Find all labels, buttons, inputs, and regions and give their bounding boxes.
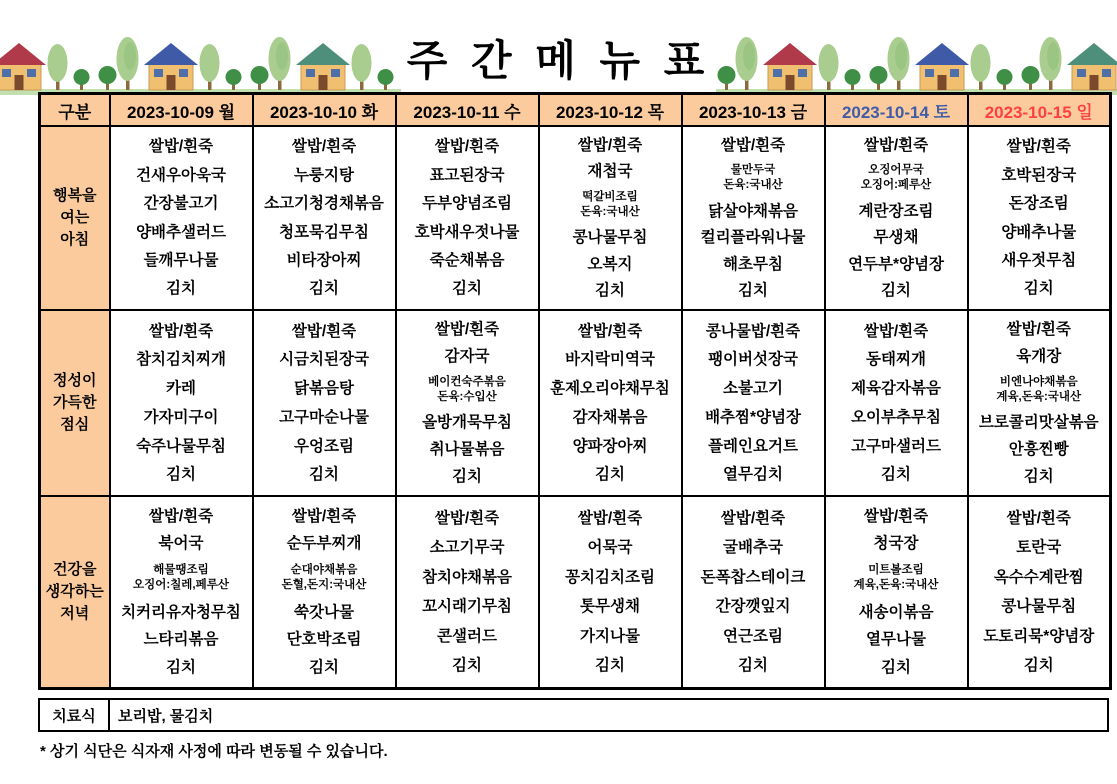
menu-item: 우엉조림 [294, 437, 354, 455]
tree-house-cluster-icon [97, 30, 249, 96]
weekly-menu-table-wrap [38, 92, 1112, 690]
menu-item: 숙주나물무침 [136, 437, 226, 455]
menu-item: 양배추나물 [1001, 223, 1077, 241]
menu-item: 열무김치 [723, 466, 783, 484]
therapy-label: 치료식 [39, 699, 109, 731]
menu-cell [110, 126, 253, 310]
date-header-cell: 2023-10-14 토 [825, 94, 968, 127]
menu-item: 호박새우젓나물 [414, 223, 520, 241]
menu-item: 동태찌개 [866, 351, 926, 369]
menu-item: 호박된장국 [1001, 166, 1077, 184]
menu-item: 새우젓무침 [1001, 252, 1077, 270]
menu-item: 감자채볶음 [572, 408, 648, 426]
menu-item: 올방개묵무침 [422, 414, 512, 432]
meal-row [40, 496, 1111, 689]
menu-item: 콩나물무침 [572, 229, 648, 247]
meal-row-label: 건강을 생각하는 저녁 [40, 496, 110, 689]
menu-item: 옥수수계란찜 [993, 568, 1084, 586]
tree-house-cluster-icon [716, 30, 868, 96]
menu-item: 카레 [166, 380, 196, 398]
menu-item: 어묵국 [587, 539, 633, 557]
menu-item: 바지락미역국 [565, 351, 655, 369]
meal-row [40, 126, 1111, 310]
therapy-value: 보리밥, 물김치 [109, 699, 1108, 731]
menu-item: 쌀밥/흰죽 [434, 509, 500, 527]
menu-item: 오이부추무침 [851, 408, 941, 426]
menu-item: 표고된장국 [429, 166, 505, 184]
menu-item: 김치 [881, 282, 911, 300]
menu-item: 김치 [452, 280, 482, 298]
menu-cell [110, 496, 253, 689]
menu-item: 육개장 [1016, 347, 1062, 365]
menu-cell [968, 496, 1111, 689]
menu-cell [396, 126, 539, 310]
therapy-table [38, 698, 1109, 732]
menu-cell [539, 126, 682, 310]
menu-item: 브로콜리맛살볶음 [978, 414, 1099, 432]
menu-item-with-origin: 미트볼조림 계육,돈육:국내산 [853, 564, 939, 592]
date-header-cell: 2023-10-13 금 [682, 94, 825, 127]
menu-cell [825, 310, 968, 496]
menu-item: 단호박조림 [286, 631, 362, 649]
menu-item-with-origin: 물만두국 돈육:국내산 [723, 164, 783, 192]
menu-item: 김치 [309, 466, 339, 484]
menu-item: 재첩국 [587, 163, 633, 181]
menu-item: 김치 [881, 466, 911, 484]
menu-item: 들깨무나물 [143, 252, 219, 270]
menu-item: 양파장아찌 [572, 437, 648, 455]
menu-item: 취나물볶음 [429, 441, 505, 459]
menu-item: 톳무생채 [580, 598, 640, 616]
menu-item: 오복지 [587, 255, 633, 273]
menu-item: 소고기무국 [429, 539, 505, 557]
menu-item: 김치 [738, 282, 768, 300]
menu-item: 도토리묵*양념장 [983, 627, 1095, 645]
menu-item-with-origin: 베이컨숙주볶음 돈육:수입산 [428, 375, 506, 403]
menu-cell [968, 126, 1111, 310]
menu-cell [682, 496, 825, 689]
menu-item: 돈폭찹스테이크 [700, 568, 806, 586]
menu-item: 고구마순나물 [279, 408, 369, 426]
menu-item: 김치 [166, 659, 196, 677]
menu-cell [682, 126, 825, 310]
menu-item: 쌀밥/흰죽 [434, 320, 500, 338]
menu-item: 닭볶음탕 [294, 380, 354, 398]
menu-item: 시금치된장국 [279, 351, 369, 369]
menu-item: 청포묵김무침 [279, 223, 369, 241]
menu-item: 쌀밥/흰죽 [1006, 320, 1071, 338]
menu-item: 콩나물무침 [1001, 598, 1077, 616]
menu-cell [968, 310, 1111, 496]
menu-item: 쌀밥/흰죽 [863, 507, 929, 525]
menu-item: 쌀밥/흰죽 [148, 322, 214, 340]
menu-item: 플레인요거트 [708, 437, 798, 455]
weekly-menu-table [38, 92, 1112, 690]
tree-house-cluster-icon [249, 30, 401, 96]
footnote: * 상기 식단은 식자재 사정에 따라 변동될 수 있습니다. [40, 743, 388, 760]
menu-cell [825, 496, 968, 689]
menu-item: 배추찜*양념장 [705, 408, 801, 426]
menu-item: 느타리볶음 [143, 631, 219, 649]
menu-item: 쌀밥/흰죽 [577, 322, 643, 340]
menu-item: 김치 [309, 280, 339, 298]
menu-item: 쌀밥/흰죽 [720, 509, 786, 527]
date-header-cell: 2023-10-09 월 [110, 94, 253, 127]
menu-item: 김치 [595, 657, 625, 675]
menu-item: 계란장조림 [858, 202, 934, 220]
menu-item: 참치김치찌개 [136, 351, 226, 369]
date-header-cell: 2023-10-10 화 [253, 94, 396, 127]
menu-cell [539, 496, 682, 689]
menu-item: 컬리플라워나물 [700, 229, 806, 247]
menu-item: 소불고기 [723, 380, 783, 398]
menu-item: 양배추샐러드 [136, 223, 226, 241]
menu-item: 소고기청경채볶음 [264, 195, 384, 213]
meal-row [40, 310, 1111, 496]
menu-cell [539, 310, 682, 496]
menu-item: 고구마샐러드 [851, 437, 941, 455]
menu-item: 쌀밥/흰죽 [863, 322, 929, 340]
menu-item: 비타장아찌 [286, 252, 362, 270]
menu-item: 김치 [166, 280, 196, 298]
menu-item: 돈장조림 [1008, 195, 1069, 213]
menu-item: 새송이볶음 [858, 603, 934, 621]
trees-houses-illustration-right [716, 30, 1117, 96]
date-header-cell: 2023-10-15 일 [968, 94, 1111, 127]
menu-item: 간장깻잎지 [715, 598, 791, 616]
menu-item: 열무나물 [866, 631, 926, 649]
menu-item: 가자미구이 [143, 408, 219, 426]
menu-item: 꼬시래기무침 [422, 598, 512, 616]
menu-cell [396, 496, 539, 689]
menu-cell [825, 126, 968, 310]
menu-item: 쌀밥/흰죽 [1006, 138, 1071, 156]
menu-item: 김치 [452, 468, 482, 486]
menu-item: 쌀밥/흰죽 [577, 509, 643, 527]
menu-item: 쌀밥/흰죽 [291, 138, 357, 156]
menu-item: 쌀밥/흰죽 [863, 136, 929, 154]
corner-header-cell: 구분 [40, 94, 110, 127]
menu-item: 토란국 [1016, 539, 1062, 557]
trees-houses-illustration-left [0, 30, 401, 96]
date-header-row [40, 94, 1111, 127]
menu-item: 감자국 [444, 347, 490, 365]
menu-cell [253, 496, 396, 689]
menu-item: 연근조림 [723, 627, 783, 645]
menu-cell [253, 126, 396, 310]
menu-item: 무생채 [873, 229, 919, 247]
menu-item: 김치 [881, 659, 911, 677]
tree-house-cluster-icon [1020, 30, 1117, 96]
menu-item: 쌀밥/흰죽 [291, 322, 357, 340]
menu-item: 김치 [452, 657, 482, 675]
menu-item: 굴배추국 [723, 539, 783, 557]
menu-item: 닭살야채볶음 [708, 202, 798, 220]
menu-item: 김치 [738, 657, 768, 675]
menu-item: 치커리유자청무침 [121, 603, 241, 621]
menu-item: 훈제오리야채무침 [550, 380, 670, 398]
tree-house-cluster-icon [0, 30, 97, 96]
menu-item: 가지나물 [580, 627, 640, 645]
menu-item: 김치 [1023, 280, 1054, 298]
menu-item: 북어국 [158, 535, 204, 553]
menu-cell [110, 310, 253, 496]
meal-row-label: 행복을 여는 아침 [40, 126, 110, 310]
menu-cell [253, 310, 396, 496]
menu-item: 간장불고기 [143, 195, 219, 213]
menu-item: 김치 [1023, 657, 1054, 675]
menu-item: 김치 [166, 466, 196, 484]
menu-item: 김치 [595, 466, 625, 484]
menu-item: 안흥찐빵 [1008, 441, 1069, 459]
menu-item: 두부양념조림 [422, 195, 512, 213]
menu-item: 쌀밥/흰죽 [1006, 509, 1071, 527]
menu-item: 청국장 [873, 535, 919, 553]
menu-item: 쌀밥/흰죽 [148, 138, 214, 156]
menu-item-with-origin: 해물땡조림 오징어:칠레,페루산 [133, 564, 229, 592]
menu-item: 연두부*양념장 [848, 255, 944, 273]
menu-item-with-origin: 비엔나야채볶음 계육,돈육:국내산 [996, 375, 1082, 403]
menu-item: 쌀밥/흰죽 [291, 507, 357, 525]
menu-item: 해초무침 [723, 255, 783, 273]
menu-item: 건새우아욱국 [136, 166, 226, 184]
menu-item: 누룽지탕 [294, 166, 354, 184]
therapy-row-wrap [38, 698, 1109, 732]
menu-item: 콩나물밥/흰죽 [705, 322, 801, 340]
menu-item-with-origin: 순대야채볶음 돈혈,돈지:국내산 [281, 564, 367, 592]
menu-item: 죽순채볶음 [429, 252, 505, 270]
menu-cell [682, 310, 825, 496]
tree-house-cluster-icon [868, 30, 1020, 96]
menu-item-with-origin: 떡갈비조림 돈육:국내산 [580, 190, 640, 218]
menu-item: 콘샐러드 [437, 627, 497, 645]
menu-cell [396, 310, 539, 496]
page-title: 주 간 메 뉴 표 [406, 37, 711, 84]
menu-item: 쌀밥/흰죽 [577, 136, 643, 154]
decorative-banner [30, 28, 1087, 96]
menu-item: 김치 [1023, 468, 1054, 486]
meal-row-label: 정성이 가득한 점심 [40, 310, 110, 496]
menu-item: 김치 [595, 282, 625, 300]
date-header-cell: 2023-10-11 수 [396, 94, 539, 127]
menu-item: 쑥갓나물 [294, 603, 354, 621]
menu-item: 참치야채볶음 [422, 568, 512, 586]
menu-item: 쌀밥/흰죽 [720, 136, 786, 154]
menu-item: 순두부찌개 [286, 535, 362, 553]
date-header-cell: 2023-10-12 목 [539, 94, 682, 127]
menu-item: 김치 [309, 659, 339, 677]
menu-item-with-origin: 오징어무국 오징어:페루산 [860, 164, 932, 192]
menu-item: 팽이버섯장국 [708, 351, 798, 369]
menu-item: 쌀밥/흰죽 [434, 138, 500, 156]
menu-item: 꽁치김치조림 [565, 568, 655, 586]
menu-item: 쌀밥/흰죽 [148, 507, 214, 525]
menu-item: 제육감자볶음 [851, 380, 941, 398]
